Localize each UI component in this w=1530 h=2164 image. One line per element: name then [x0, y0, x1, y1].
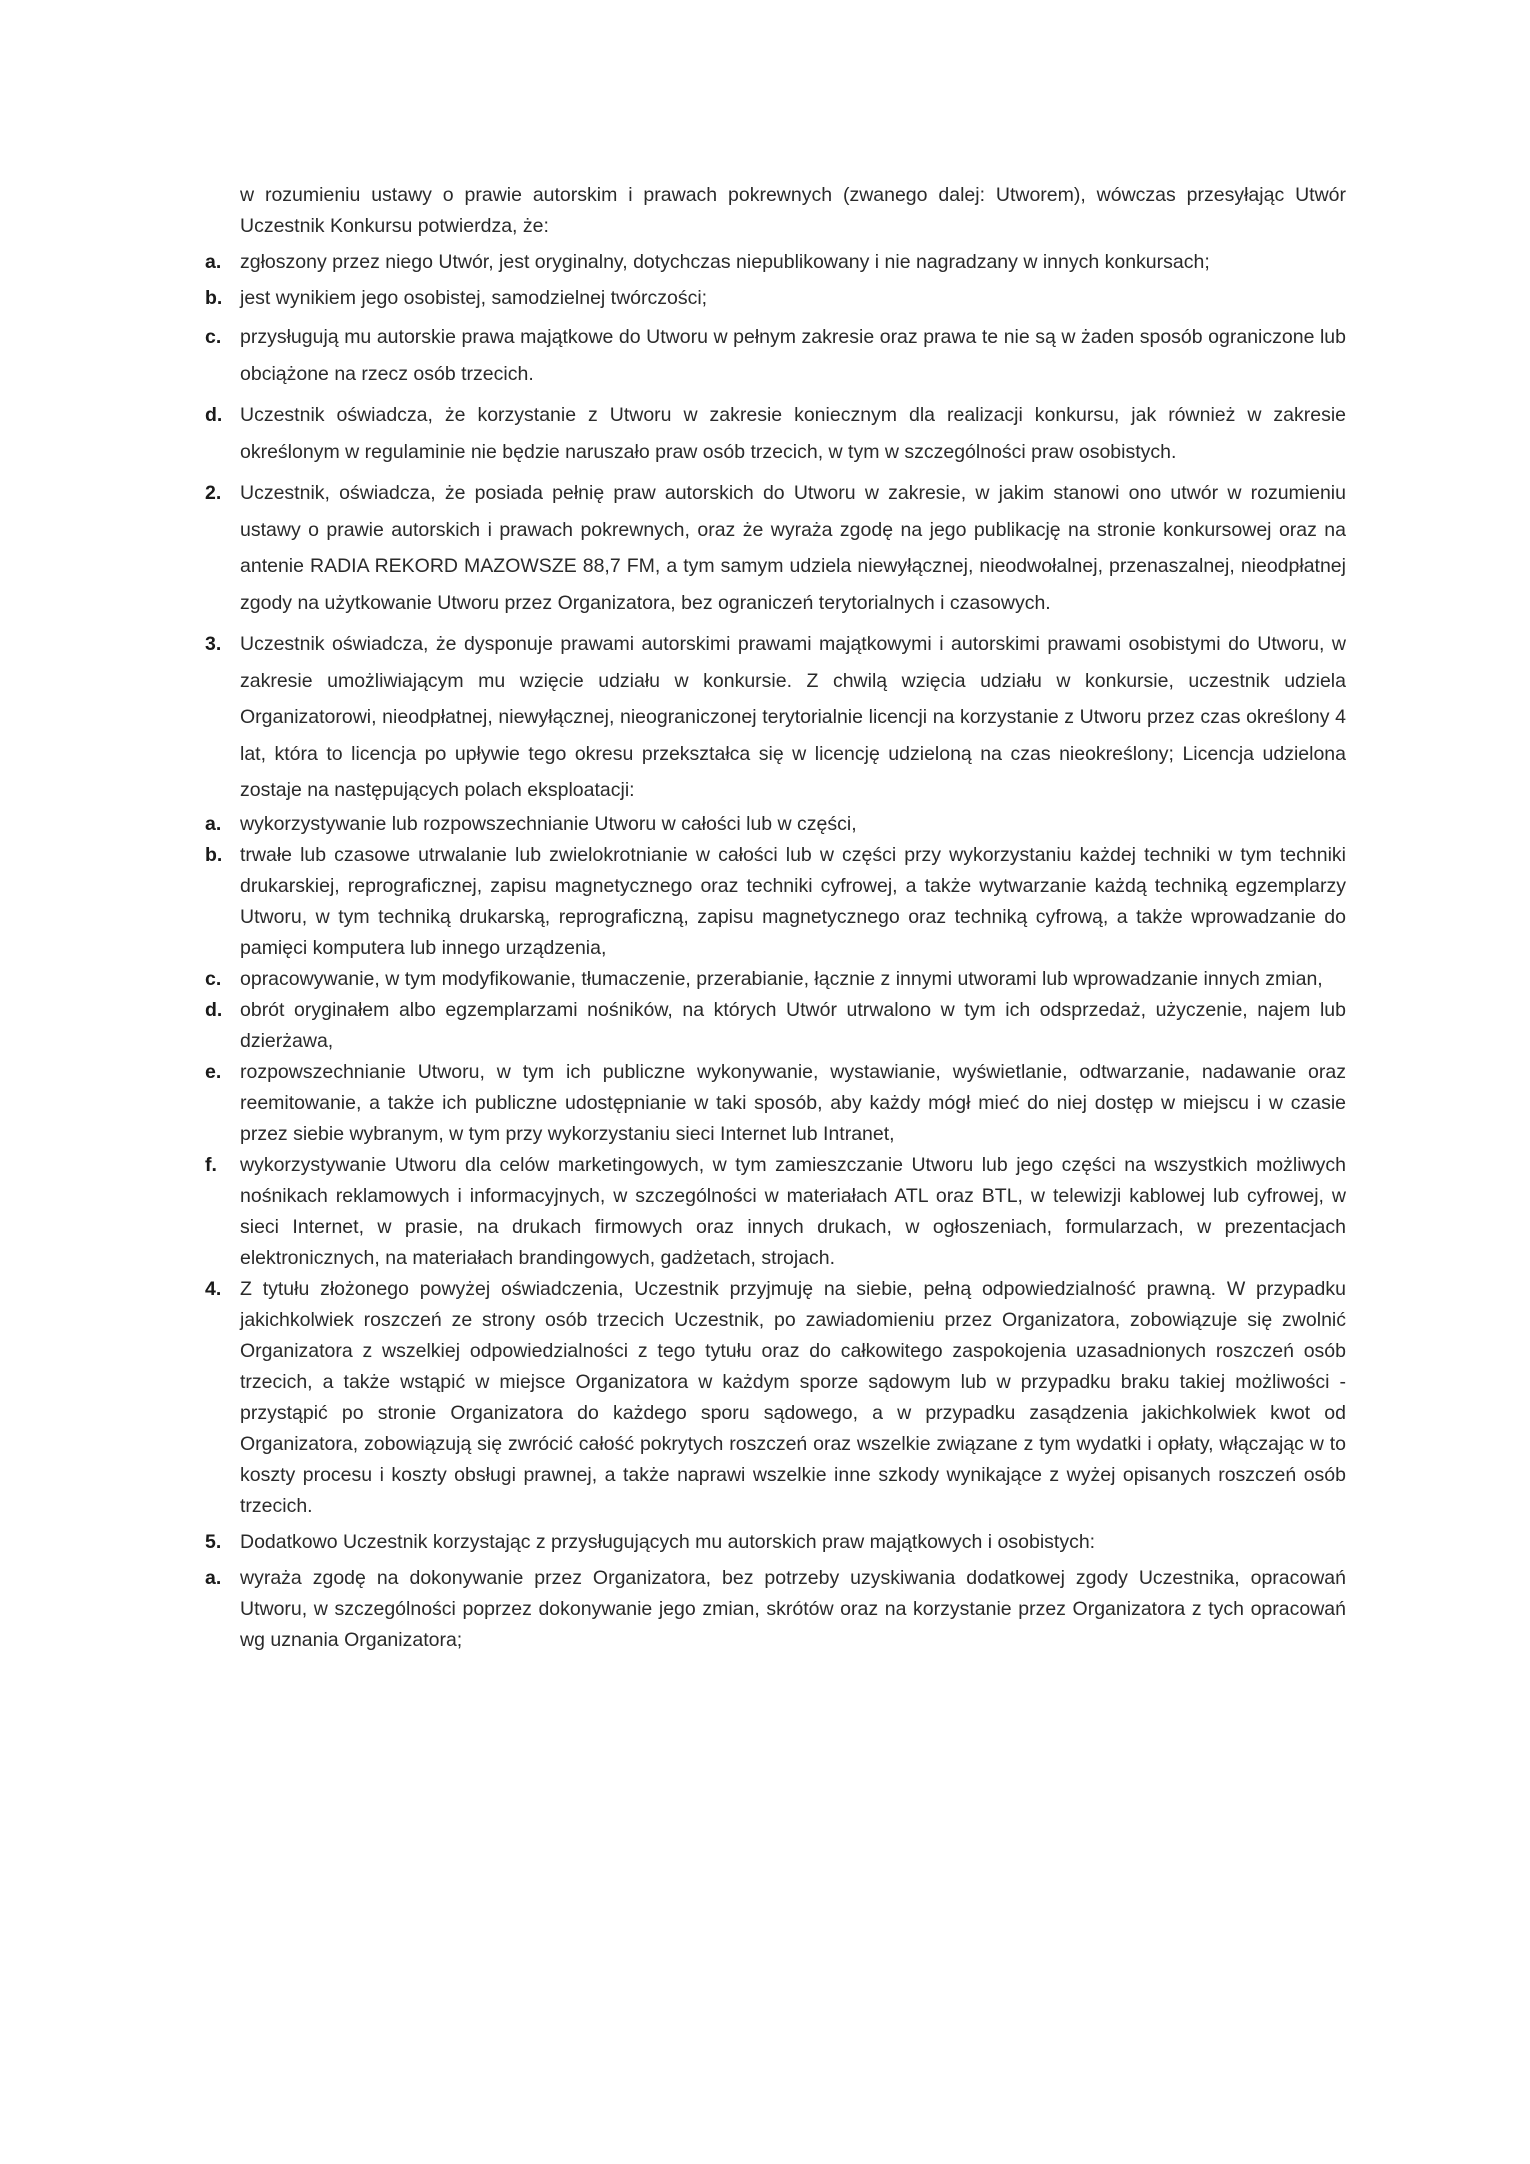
- document-body: [180, 180, 1346, 1656]
- list-item-text: opracowywanie, w tym modyfikowanie, tłumaczenie, przerabianie, łącznie z innymi utworami lub wprowadzanie innych zmian,: [240, 967, 1323, 990]
- intro-paragraph: w rozumieniu ustawy o prawie autorskim i prawach pokrewnych (zwanego dalej: Utworem), wówczas przesyłając Utwór Uczestnik Konkursu potwierdza, że:: [240, 184, 1346, 237]
- section-3-license: [180, 626, 1346, 809]
- list-item-b-own-work: [180, 283, 1346, 314]
- list-item-c-property-rights: [180, 319, 1346, 392]
- list-marker: f.: [205, 1153, 217, 1176]
- section-4-liability: [180, 1274, 1346, 1522]
- list-marker: 4.: [205, 1277, 222, 1300]
- license-field-d: [180, 995, 1346, 1057]
- list-marker: c.: [205, 967, 222, 990]
- list-item-text: trwałe lub czasowe utrwalanie lub zwielokrotnianie w całości lub w części przy wykorzystaniu każdej techniki w tym techniki drukarskiej, reprograficznej, zapisu magnetycznego oraz techniki cyfrowej, a także wytwarzanie każdą techniką egzemplarzy Utworu, w tym techniką drukarską, reprograficzną, zapisu magnetycznego oraz techniką cyfrową, a także wprowadzanie do pamięci komputera lub innego urządzenia,: [240, 843, 1346, 959]
- list-item-text: Uczestnik oświadcza, że dysponuje prawami autorskimi prawami majątkowymi i autorskimi prawami osobistymi do Utworu, w zakresie umożliwiającym mu wzięcie udziału w konkursie. Z chwilą wzięcia udziału w konkursie, uczestnik udziela Organizatorowi, nieodpłatnej, niewyłącznej, nieograniczonej terytorialnie licencji na korzystanie z Utworu przez czas określony 4 lat, która to licencja po upływie tego okresu przekształca się w licencję udzieloną na czas nieokreślony; Licencja udzielona zostaje na następujących polach eksploatacji:: [240, 633, 1346, 801]
- license-field-e: [180, 1057, 1346, 1150]
- list-marker: b.: [205, 843, 223, 866]
- list-item-text: Z tytułu złożonego powyżej oświadczenia, Uczestnik przyjmuję na siebie, pełną odpowiedzialność prawną. W przypadku jakichkolwiek roszczeń ze strony osób trzecich Uczestnik, po zawiadomieniu przez Organizatora, zobowiązuje się zwolnić Organizatora z wszelkiej odpowiedzialności z tego tytułu oraz do całkowitego zaspokojenia uzasadnionych roszczeń osób trzecich, a także wstąpić w miejsce Organizatora w każdym sporze sądowym lub w przypadku braku takiej możliwości -przystąpić po stronie Organizatora do każdego sporu sądowego, a w przypadku zasądzenia jakichkolwiek kwot od Organizatora, zobowiązują się zwrócić całość pokrytych roszczeń oraz wszelkie związane z tym wydatki i opłaty, włączając w to koszty procesu i koszty obsługi prawnej, a także naprawi wszelkie inne szkody wynikające z wyżej opisanych roszczeń osób trzecich.: [240, 1277, 1346, 1517]
- list-item-text: wykorzystywanie lub rozpowszechnianie Utworu w całości lub w części,: [240, 812, 857, 835]
- section-2-publication-consent: [180, 475, 1346, 621]
- license-field-a: [180, 809, 1346, 840]
- license-field-f: [180, 1150, 1346, 1274]
- list-marker: 3.: [205, 633, 222, 655]
- list-marker: a.: [205, 1566, 222, 1589]
- list-marker: a.: [205, 251, 222, 273]
- license-field-b: [180, 840, 1346, 964]
- list-item-text: rozpowszechnianie Utworu, w tym ich publiczne wykonywanie, wystawianie, wyświetlanie, odtwarzanie, nadawanie oraz reemitowanie, a także ich publiczne udostępnianie w taki sposób, aby każdy mógł mieć do niej dostęp w miejscu i w czasie przez siebie wybranym, w tym przy wykorzystaniu sieci Internet lub Intranet,: [240, 1060, 1346, 1145]
- section-5-item-a: [180, 1563, 1346, 1656]
- list-item-text: zgłoszony przez niego Utwór, jest oryginalny, dotychczas niepublikowany i nie nagradzany w innych konkursach;: [240, 251, 1210, 273]
- list-marker: 2.: [205, 482, 222, 504]
- list-marker: a.: [205, 812, 222, 835]
- list-item-text: wyraża zgodę na dokonywanie przez Organizatora, bez potrzeby uzyskiwania dodatkowej zgody Uczestnika, opracowań Utworu, w szczególności poprzez dokonywanie jego zmian, skrótów oraz na korzystanie przez Organizatora z tych opracowań wg uznania Organizatora;: [240, 1566, 1346, 1651]
- list-item-text: przysługują mu autorskie prawa majątkowe do Utworu w pełnym zakresie oraz prawa te nie są w żaden sposób ograniczone lub obciążone na rzecz osób trzecich.: [240, 326, 1346, 385]
- list-item-d-third-party: [180, 397, 1346, 470]
- list-marker: d.: [205, 998, 223, 1021]
- list-item-text: obrót oryginałem albo egzemplarzami nośników, na których Utwór utrwalono w tym ich odsprzedaż, użyczenie, najem lub dzierżawa,: [240, 998, 1346, 1052]
- list-item-text: wykorzystywanie Utworu dla celów marketingowych, w tym zamieszczanie Utworu lub jego części na wszystkich możliwych nośnikach reklamowych i informacyjnych, w szczególności w materiałach ATL oraz BTL, w telewizji kablowej lub cyfrowej, w sieci Internet, w prasie, na drukach firmowych oraz innych drukach, w ogłoszeniach, formularzach, w prezentacjach elektronicznych, na materiałach brandingowych, gadżetach, strojach.: [240, 1153, 1346, 1269]
- license-field-c: [180, 964, 1346, 995]
- list-item-text: Uczestnik, oświadcza, że posiada pełnię praw autorskich do Utworu w zakresie, w jakim stanowi ono utwór w rozumieniu ustawy o prawie autorskich i prawach pokrewnych, oraz że wyraża zgodę na jego publikację na stronie konkursowej oraz na antenie RADIA REKORD MAZOWSZE 88,7 FM, a tym samym udziela niewyłącznej, nieodwołalnej, przenaszalnej, nieodpłatnej zgody na użytkowanie Utworu przez Organizatora, bez ograniczeń terytorialnych i czasowych.: [240, 482, 1346, 614]
- list-marker: b.: [205, 287, 223, 309]
- list-item-text: Dodatkowo Uczestnik korzystając z przysługujących mu autorskich praw majątkowych i osobistych:: [240, 1530, 1096, 1553]
- list-item-a-original: [180, 247, 1346, 278]
- list-marker: d.: [205, 404, 223, 426]
- list-marker: 5.: [205, 1530, 222, 1553]
- list-marker: e.: [205, 1060, 222, 1083]
- list-item-text: Uczestnik oświadcza, że korzystanie z Utworu w zakresie koniecznym dla realizacji konkursu, jak również w zakresie określonym w regulaminie nie będzie naruszało praw osób trzecich, w tym w szczególności praw osobistych.: [240, 404, 1346, 463]
- section-5-additional: [180, 1527, 1346, 1558]
- list-marker: c.: [205, 326, 222, 348]
- list-item-text: jest wynikiem jego osobistej, samodzielnej twórczości;: [240, 287, 708, 309]
